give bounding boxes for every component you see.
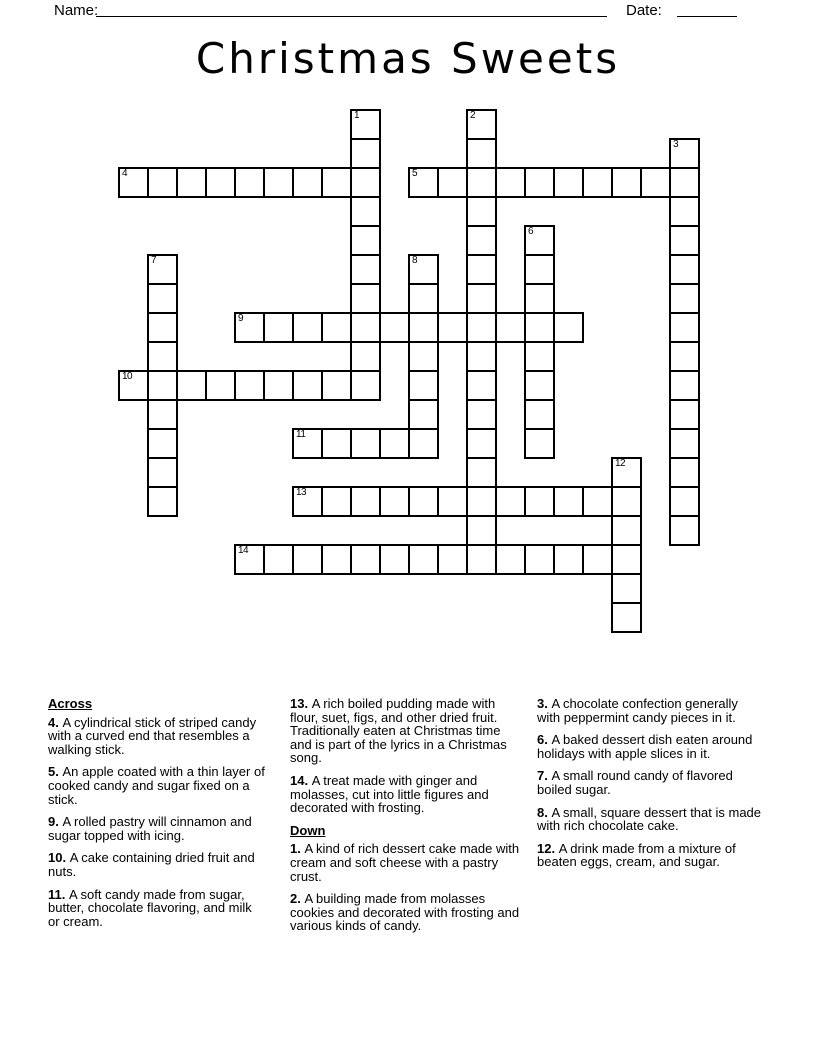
grid-cell[interactable] [611, 573, 642, 604]
grid-cell[interactable] [553, 167, 584, 198]
clue-number: 13. [290, 696, 312, 711]
grid-cell[interactable] [466, 428, 497, 459]
grid-cell[interactable] [466, 341, 497, 372]
grid-cell[interactable] [350, 428, 381, 459]
grid-cell[interactable] [379, 428, 410, 459]
grid-cell[interactable] [350, 138, 381, 169]
clue-item [537, 842, 763, 869]
grid-cell[interactable] [669, 283, 700, 314]
grid-cell[interactable] [350, 486, 381, 517]
grid-cell[interactable] [147, 457, 178, 488]
grid-cell[interactable] [350, 341, 381, 372]
grid-cell[interactable] [263, 312, 294, 343]
grid-cell[interactable] [350, 283, 381, 314]
date-blank-line [677, 16, 737, 17]
page-title: Christmas Sweets [195, 34, 621, 83]
clue-number: 12. [537, 840, 559, 856]
grid-cell[interactable] [350, 312, 381, 343]
clue-number: 7. [537, 768, 552, 784]
cell-number: 4 [122, 168, 128, 179]
clue-number: 11. [48, 886, 69, 902]
grid-cell[interactable] [669, 312, 700, 343]
grid-cell[interactable] [408, 283, 439, 314]
grid-cell[interactable] [669, 167, 700, 198]
grid-cell[interactable] [466, 457, 497, 488]
grid-cell[interactable] [466, 138, 497, 169]
grid-cell[interactable] [466, 544, 497, 575]
grid-cell[interactable] [524, 225, 555, 256]
grid-cell[interactable] [611, 515, 642, 546]
clue-number: 3. [537, 696, 552, 711]
grid-cell[interactable] [147, 312, 178, 343]
grid-cell[interactable] [524, 254, 555, 285]
grid-cell[interactable] [611, 167, 642, 198]
grid-cell[interactable] [379, 312, 410, 343]
grid-cell[interactable] [524, 399, 555, 430]
grid-cell[interactable] [466, 109, 497, 140]
grid-cell[interactable] [466, 399, 497, 430]
grid-cell[interactable] [669, 428, 700, 459]
grid-cell[interactable] [292, 544, 323, 575]
clue-item [537, 733, 763, 760]
grid-cell[interactable] [118, 370, 149, 401]
grid-cell[interactable] [524, 428, 555, 459]
grid-cell[interactable] [466, 370, 497, 401]
cell-number: 9 [238, 313, 244, 324]
grid-cell[interactable] [524, 167, 555, 198]
grid-cell[interactable] [669, 138, 700, 169]
grid-cell[interactable] [466, 196, 497, 227]
grid-cell[interactable] [524, 341, 555, 372]
clue-item [48, 851, 266, 878]
cell-number: 11 [296, 429, 306, 440]
cell-number: 3 [673, 139, 679, 150]
grid-cell[interactable] [669, 515, 700, 546]
grid-cell[interactable] [466, 225, 497, 256]
grid-cell[interactable] [263, 167, 294, 198]
clue-number: 9. [48, 814, 63, 830]
grid-cell[interactable] [234, 544, 265, 575]
grid-cell[interactable] [147, 341, 178, 372]
cell-number: 6 [528, 226, 534, 237]
grid-cell[interactable] [350, 196, 381, 227]
grid-cell[interactable] [321, 428, 352, 459]
grid-cell[interactable] [408, 254, 439, 285]
grid-cell[interactable] [611, 602, 642, 633]
grid-cell[interactable] [524, 312, 555, 343]
clue-item [290, 842, 524, 883]
grid-cell[interactable] [669, 457, 700, 488]
grid-cell[interactable] [669, 225, 700, 256]
grid-cell[interactable] [466, 486, 497, 517]
grid-cell[interactable] [263, 370, 294, 401]
name-blank-line [96, 16, 607, 17]
cell-number: 2 [470, 110, 476, 121]
clue-item [48, 815, 266, 842]
name-label: Name: [54, 2, 99, 19]
grid-cell[interactable] [437, 486, 468, 517]
clue-item [290, 697, 524, 765]
clue-text: A soft candy made from sugar, butter, chocolate flavoring, and milk or cream. [48, 886, 252, 929]
grid-cell[interactable] [408, 428, 439, 459]
grid-cell[interactable] [205, 370, 236, 401]
grid-cell[interactable] [611, 457, 642, 488]
grid-cell[interactable] [234, 312, 265, 343]
clues-section-header: Across [48, 696, 93, 711]
grid-cell[interactable] [350, 167, 381, 198]
clue-text: A cake containing dried fruit and nuts. [48, 850, 255, 879]
grid-cell[interactable] [669, 486, 700, 517]
clue-text: A small, square dessert that is made with rich chocolate cake. [537, 804, 762, 834]
grid-cell[interactable] [234, 370, 265, 401]
grid-cell[interactable] [379, 486, 410, 517]
grid-cell[interactable] [669, 196, 700, 227]
grid-cell[interactable] [234, 167, 265, 198]
grid-cell[interactable] [669, 254, 700, 285]
grid-cell[interactable] [582, 544, 613, 575]
cell-number: 1 [354, 110, 360, 121]
grid-cell[interactable] [611, 544, 642, 575]
clue-text: A rolled pastry will cinnamon and sugar topped with icing. [48, 814, 252, 843]
grid-cell[interactable] [321, 486, 352, 517]
grid-cell[interactable] [408, 167, 439, 198]
grid-cell[interactable] [669, 399, 700, 430]
date-label: Date: [626, 2, 662, 19]
grid-cell[interactable] [350, 544, 381, 575]
grid-cell[interactable] [466, 312, 497, 343]
grid-cell[interactable] [524, 370, 555, 401]
grid-cell[interactable] [495, 544, 526, 575]
grid-cell[interactable] [147, 428, 178, 459]
clue-item [48, 765, 266, 806]
clue-text: A small round candy of flavored boiled sugar. [537, 768, 733, 797]
grid-cell[interactable] [553, 312, 584, 343]
grid-cell[interactable] [147, 486, 178, 517]
crossword-grid [118, 109, 700, 633]
grid-cell[interactable] [466, 515, 497, 546]
grid-cell[interactable] [524, 486, 555, 517]
grid-cell[interactable] [408, 544, 439, 575]
clue-item [290, 892, 524, 933]
clue-item [48, 888, 266, 929]
grid-cell[interactable] [147, 167, 178, 198]
grid-cell[interactable] [466, 254, 497, 285]
grid-cell[interactable] [611, 486, 642, 517]
grid-cell[interactable] [669, 370, 700, 401]
clue-number: 2. [290, 891, 305, 907]
grid-cell[interactable] [292, 167, 323, 198]
grid-cell[interactable] [437, 544, 468, 575]
grid-cell[interactable] [437, 167, 468, 198]
grid-cell[interactable] [147, 399, 178, 430]
clue-item [48, 716, 266, 757]
grid-cell[interactable] [350, 254, 381, 285]
cell-number: 12 [615, 458, 626, 469]
grid-cell[interactable] [118, 167, 149, 198]
grid-cell[interactable] [495, 312, 526, 343]
grid-cell[interactable] [292, 486, 323, 517]
grid-cell[interactable] [495, 486, 526, 517]
cell-number: 13 [296, 487, 307, 498]
grid-cell[interactable] [408, 370, 439, 401]
grid-cell[interactable] [466, 167, 497, 198]
grid-cell[interactable] [176, 167, 207, 198]
grid-cell[interactable] [466, 283, 497, 314]
clue-item [290, 774, 524, 815]
clues-column-2 [290, 697, 524, 942]
grid-cell[interactable] [147, 254, 178, 285]
grid-cell[interactable] [147, 283, 178, 314]
grid-cell[interactable] [553, 486, 584, 517]
grid-cell[interactable] [350, 109, 381, 140]
clues-column-3 [537, 697, 763, 878]
clue-number: 5. [48, 764, 63, 780]
clue-item [537, 806, 763, 833]
clue-text: A drink made from a mixture of beaten eggs, cream, and sugar. [537, 840, 736, 870]
grid-cell[interactable] [524, 544, 555, 575]
grid-cell[interactable] [379, 544, 410, 575]
grid-cell[interactable] [321, 312, 352, 343]
clue-text: A baked dessert dish eaten around holidays with apple slices in it. [537, 732, 753, 761]
cell-number: 10 [122, 371, 133, 382]
grid-cell[interactable] [640, 167, 671, 198]
clue-number: 1. [290, 841, 305, 857]
grid-cell[interactable] [292, 370, 323, 401]
cell-number: 7 [151, 255, 157, 266]
cell-number: 14 [238, 545, 249, 556]
clue-text: A kind of rich dessert cake made with cream and soft cheese with a pastry crust. [290, 841, 520, 884]
grid-cell[interactable] [408, 312, 439, 343]
clue-number: 14. [290, 772, 312, 788]
grid-cell[interactable] [205, 167, 236, 198]
grid-cell[interactable] [495, 167, 526, 198]
grid-cell[interactable] [321, 167, 352, 198]
grid-cell[interactable] [553, 544, 584, 575]
clue-text: A cylindrical stick of striped candy with a curved end that resembles a walking stick. [48, 714, 257, 757]
clue-text: A chocolate confection generally with peppermint candy pieces in it. [537, 696, 738, 725]
clue-text: An apple coated with a thin layer of cooked candy and sugar fixed on a stick. [48, 764, 265, 807]
clue-text: A building made from molasses cookies and decorated with frosting and various kinds of candy. [290, 891, 520, 934]
grid-cell[interactable] [263, 544, 294, 575]
grid-cell[interactable] [147, 370, 178, 401]
clue-number: 8. [537, 804, 552, 820]
grid-cell[interactable] [408, 486, 439, 517]
grid-cell[interactable] [582, 167, 613, 198]
grid-cell[interactable] [350, 370, 381, 401]
clue-text: A treat made with ginger and molasses, cut into little figures and decorated with frosting. [290, 772, 489, 816]
clue-number: 6. [537, 732, 552, 748]
grid-cell[interactable] [176, 370, 207, 401]
cell-number: 8 [412, 255, 418, 266]
grid-cell[interactable] [408, 341, 439, 372]
grid-cell[interactable] [524, 283, 555, 314]
grid-cell[interactable] [408, 399, 439, 430]
grid-cell[interactable] [321, 544, 352, 575]
clue-item [537, 769, 763, 796]
grid-cell[interactable] [437, 312, 468, 343]
grid-cell[interactable] [669, 341, 700, 372]
grid-cell[interactable] [292, 428, 323, 459]
grid-cell[interactable] [292, 312, 323, 343]
clues-column-1 [48, 697, 266, 937]
clues-section-header: Down [290, 822, 326, 838]
clue-number: 4. [48, 714, 63, 730]
grid-cell[interactable] [321, 370, 352, 401]
clue-number: 10. [48, 850, 70, 866]
grid-cell[interactable] [350, 225, 381, 256]
cell-number: 5 [412, 168, 418, 179]
clue-item [537, 697, 763, 724]
grid-cell[interactable] [582, 486, 613, 517]
clue-text: A rich boiled pudding made with flour, suet, figs, and other dried fruit. Traditionally eaten at Christmas time and is part of the lyrics in a Christmas song. [290, 696, 507, 766]
